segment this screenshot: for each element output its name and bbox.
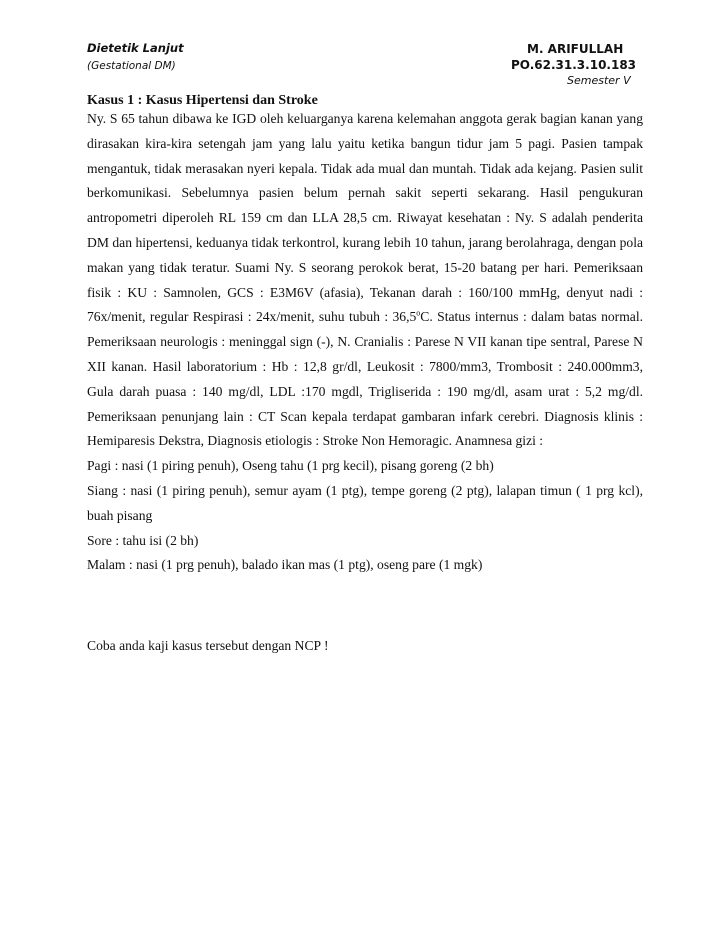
semester-label: Semester V — [567, 74, 631, 87]
case-text-part2: C. Status internus : dalam batas normal. Pemeriksaan neurologis : meninggal sign (-), N. Cranialis : Parese N VII kanan tipe sentral, Parese N XII kanan. Hasil laboratorium : Hb : 12,8 gr/dl, Leukosit : 7800/mm3, Trombosit : 240.000mm3, Gula darah puasa : 140 mg/dl, LDL :170 mgdl, Trigliserida : 190 mg/dl, asam urat : 5,2 mg/dl. Pemeriksaan penunjang lain : CT Scan kepala terdapat gambaran infark cerebri. Diagnosis klinis : Hemiparesis Dekstra, Diagnosis etiologis : Stroke Non Hemoragic. Anamnesa gizi : — [87, 309, 643, 449]
closing-instruction: Coba anda kaji kasus tersebut dengan NCP ! — [87, 638, 329, 653]
course-subtitle: (Gestational DM) — [87, 60, 176, 72]
author-name: M. ARIFULLAH — [527, 42, 624, 56]
meal-item: Siang : nasi (1 piring penuh), semur ayam (1 ptg), tempe goreng (2 ptg), lalapan timun ( 1 prg kcl), buah pisang — [87, 482, 643, 523]
meal-item: Malam : nasi (1 prg penuh), balado ikan mas (1 ptg), oseng pare (1 mgk) — [87, 557, 483, 573]
meal-item: Pagi : nasi (1 piring penuh), Oseng tahu (1 prg kecil), pisang goreng (2 bh) — [87, 458, 494, 474]
case-text-part1: Ny. S 65 tahun dibawa ke IGD oleh keluarganya karena kelemahan anggota gerak bagian kanan yang dirasakan kira-kira setengah jam yang lalu yaitu ketika bangun tidur jam 5 pagi. Pasien tampak mengantuk, tidak merasakan nyeri kepala. Tidak ada mual dan muntah. Tidak ada kejang. Pasien sulit berkomunikasi. Sebelumnya pasien belum pernah sakit seperti sekarang. Hasil pengukuran antropometri diperoleh RL 159 cm dan LLA 28,5 cm. Riwayat kesehatan : Ny. S adalah penderita DM dan hipertensi, keduanya tidak terkontrol, kurang lebih 10 tahun, jarang berolahraga, dengan pola makan yang tidak teratur. Suami Ny. S seorang perokok berat, 15-20 batang per hari. Pemeriksaan fisik : KU : Samnolen, GCS : E3M6V (afasia), Tekanan darah : 160/100 mmHg, denyut nadi : 76x/menit, regular Respirasi : 24x/menit, suhu tubuh : 36,5 — [87, 111, 643, 325]
course-name: Dietetik Lanjut — [87, 41, 184, 55]
case-body — [87, 107, 643, 578]
student-id: PO.62.31.3.10.183 — [511, 58, 637, 72]
case-title: Kasus 1 : Kasus Hipertensi dan Stroke — [87, 93, 318, 108]
case-description — [87, 107, 643, 454]
meal-item: Sore : tahu isi (2 bh) — [87, 532, 199, 548]
degree-superscript: o — [416, 308, 421, 318]
